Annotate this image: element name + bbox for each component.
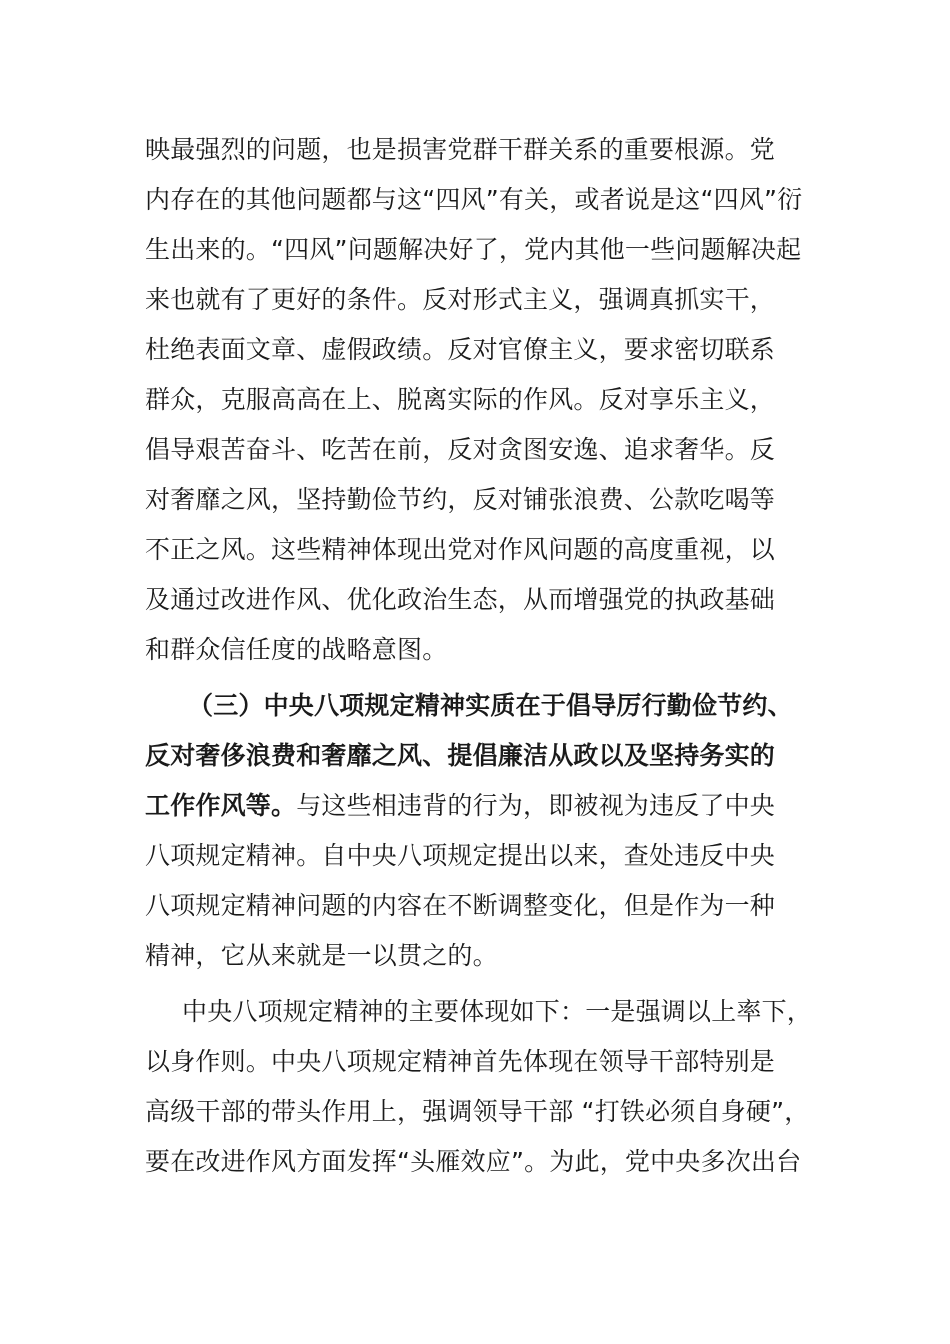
text-segment: 反对奢侈浪费和奢靡之风、提倡廉洁从政以及坚持务实的 <box>145 741 776 770</box>
text-line-20 <box>145 1096 809 1128</box>
text-line-14 <box>145 790 775 822</box>
text-line-16 <box>145 890 775 922</box>
text-segment: 中央八项规定精神的主要体现如下：一是强调以上率下， <box>182 997 813 1026</box>
text-segment: 内存在的其他问题都与这“四风”有关，或者说是这“四风”衍 <box>145 185 803 214</box>
text-segment: 倡导艰苦奋斗、吃苦在前，反对贪图安逸、追求奢华。反 <box>145 435 776 464</box>
text-line-17 <box>145 940 498 972</box>
text-segment: 以身作则。中央八项规定精神首先体现在领导干部特别是 <box>145 1047 776 1076</box>
section-heading-line-2 <box>145 740 775 772</box>
text-line-4 <box>145 284 775 316</box>
text-line-11 <box>145 634 447 666</box>
text-segment: 及通过改进作风、优化政治生态，从而增强党的执政基础 <box>145 585 776 614</box>
text-segment: 映最强烈的问题，也是损害党群干群关系的重要根源。党 <box>145 135 776 164</box>
text-segment-bold: 工作作风等。 <box>145 791 297 820</box>
text-line-10 <box>145 584 775 616</box>
text-segment: 来也就有了更好的条件。反对形式主义，强调真抓实干， <box>145 285 776 314</box>
text-line-21 <box>145 1146 801 1178</box>
text-segment: 和群众信任度的战略意图。 <box>145 635 448 664</box>
text-line-2 <box>145 184 802 216</box>
text-line-1 <box>145 134 775 166</box>
text-line-19 <box>145 1046 775 1078</box>
text-segment: 杜绝表面文章、虚假政绩。反对官僚主义，要求密切联系 <box>145 335 776 364</box>
text-line-6 <box>145 384 775 416</box>
text-line-3 <box>145 234 801 266</box>
text-line-8 <box>145 484 775 516</box>
text-segment: 与这些相违背的行为，即被视为违反了中央 <box>296 791 776 820</box>
text-segment: 不正之风。这些精神体现出党对作风问题的高度重视，以 <box>145 535 776 564</box>
text-line-9 <box>145 534 775 566</box>
text-segment: 群众，克服高高在上、脱离实际的作风。反对享乐主义， <box>145 385 776 414</box>
text-segment: 对奢靡之风，坚持勤俭节约，反对铺张浪费、公款吃喝等 <box>145 485 776 514</box>
text-segment: 生出来的。“四风”问题解决好了，党内其他一些问题解决起 <box>145 235 802 264</box>
text-segment: 八项规定精神问题的内容在不断调整变化，但是作为一种 <box>145 891 776 920</box>
text-line-7 <box>145 434 775 466</box>
text-segment: 要在改进作风方面发挥“头雁效应”。为此，党中央多次出台 <box>145 1147 802 1176</box>
text-segment: 八项规定精神。自中央八项规定提出以来，查处违反中央 <box>145 841 776 870</box>
text-segment: （三）中央八项规定精神实质在于倡导厉行勤俭节约、 <box>188 691 793 720</box>
text-line-15 <box>145 840 775 872</box>
text-line-5 <box>145 334 775 366</box>
text-segment: 精神，它从来就是一以贯之的。 <box>145 941 498 970</box>
text-line-18 <box>182 996 812 1028</box>
section-heading-line-1 <box>188 690 793 722</box>
text-segment: 高级干部的带头作用上，强调领导干部 “打铁必须自身硬”， <box>145 1097 810 1126</box>
